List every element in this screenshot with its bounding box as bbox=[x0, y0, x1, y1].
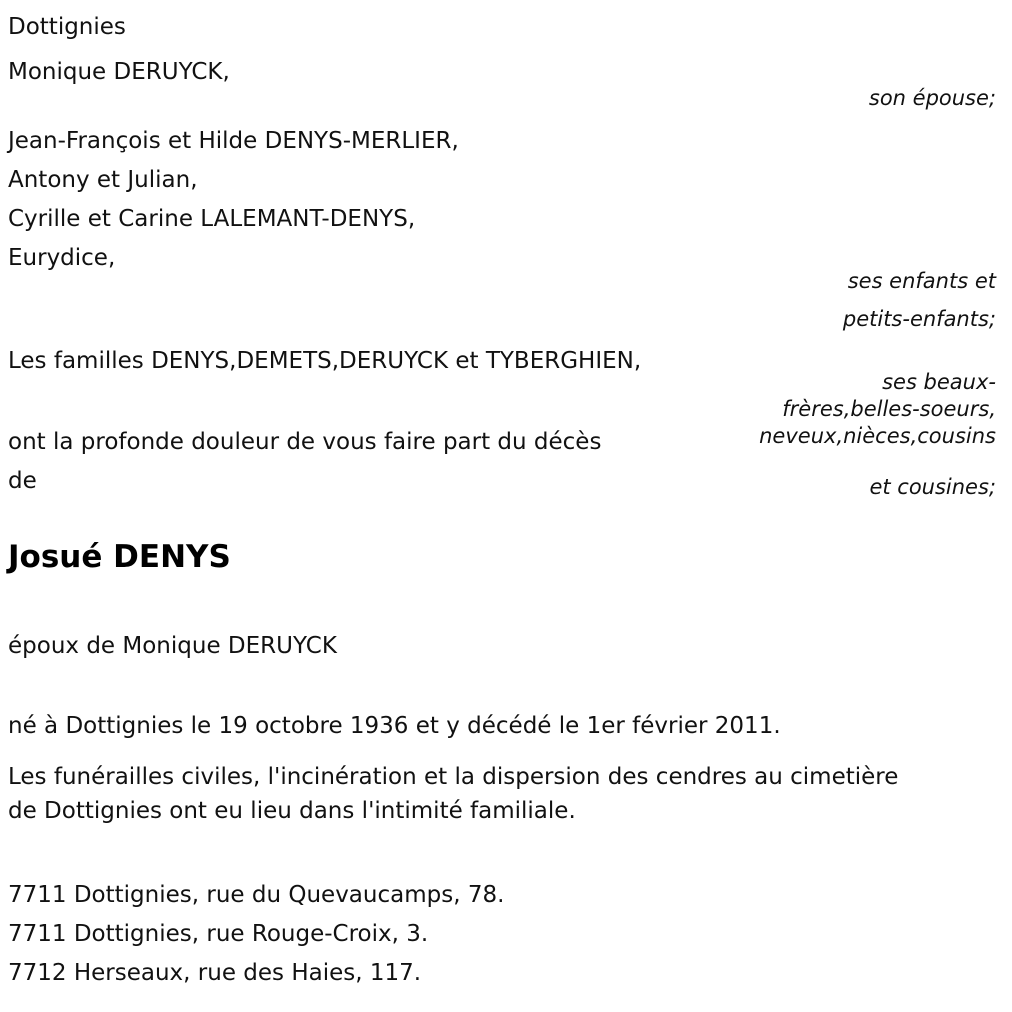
funeral-paragraph: Les funérailles civiles, l'incinération et la dispersion des cendres au cimetière de Dottignies ont eu lieu dans l'intimité familiale. bbox=[8, 764, 899, 824]
child-line-4: Eurydice, bbox=[8, 245, 116, 271]
deceased-name: Josué DENYS bbox=[8, 539, 231, 575]
children-relation-label-line2: petits-enfants; bbox=[842, 307, 996, 331]
children-relation-label-line1: ses enfants et bbox=[847, 269, 996, 293]
address-line-2: 7711 Dottignies, rue Rouge-Croix, 3. bbox=[8, 921, 429, 947]
address-line-3: 7712 Herseaux, rue des Haies, 117. bbox=[8, 960, 422, 986]
families-relation-label-line4: et cousines; bbox=[869, 475, 996, 499]
address-line-1: 7711 Dottignies, rue du Quevaucamps, 78. bbox=[8, 882, 505, 908]
announcement-line-1: ont la profonde douleur de vous faire part du décès bbox=[8, 429, 602, 455]
child-line-2: Antony et Julian, bbox=[8, 167, 198, 193]
announcement-line-2: de bbox=[8, 468, 37, 494]
spouse-name: Monique DERUYCK, bbox=[8, 59, 230, 85]
child-line-3: Cyrille et Carine LALEMANT-DENYS, bbox=[8, 206, 416, 232]
families-relation-label-line3: neveux,nièces,cousins bbox=[759, 424, 996, 448]
deceased-subtitle: époux de Monique DERUYCK bbox=[8, 633, 337, 659]
child-line-1: Jean-François et Hilde DENYS-MERLIER, bbox=[8, 128, 459, 154]
families-line: Les familles DENYS,DEMETS,DERUYCK et TYBERGHIEN, bbox=[8, 348, 642, 374]
families-relation-label-line2: frères,belles-soeurs, bbox=[782, 397, 996, 421]
families-relation-label-line1: ses beaux- bbox=[882, 370, 996, 394]
birth-death-line: né à Dottignies le 19 octobre 1936 et y décédé le 1er février 2011. bbox=[8, 713, 781, 739]
spouse-relation-label: son épouse; bbox=[868, 86, 996, 110]
place-line: Dottignies bbox=[8, 14, 126, 40]
